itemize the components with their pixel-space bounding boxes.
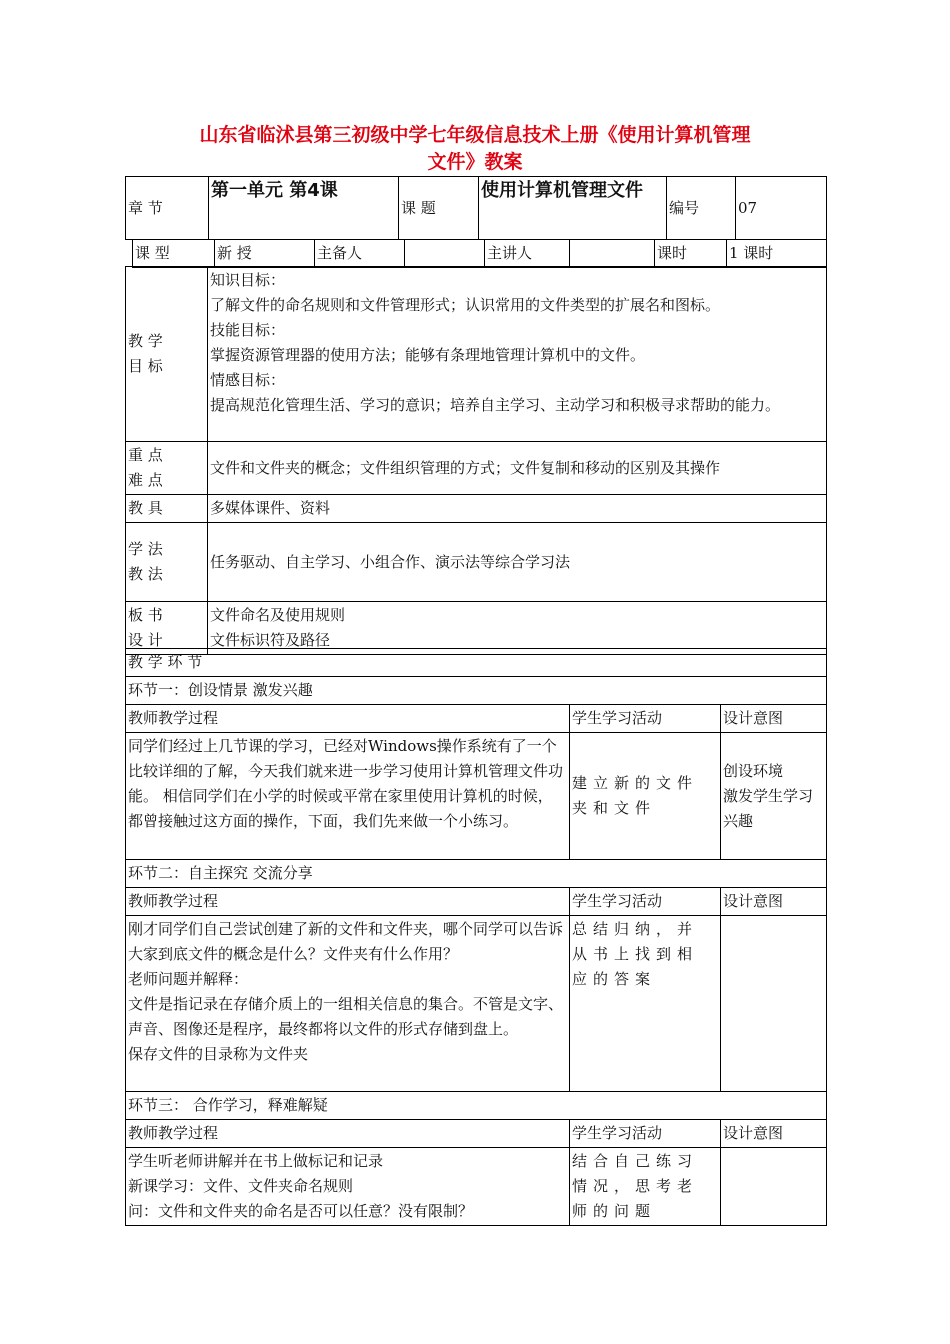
title-line-1: 山东省临沭县第三初级中学七年级信息技术上册《使用计算机管理 — [199, 124, 751, 146]
section-1-intent — [721, 733, 827, 860]
teacher-process-header: 教师教学过程 — [126, 888, 570, 916]
header-table — [125, 176, 827, 240]
board-line: 文件标识符及路径 — [210, 631, 331, 649]
lesson-info-table — [125, 266, 827, 655]
section-3-student: 结合自己练习情况，思考老师的问题 — [570, 1148, 721, 1226]
topic-label: 课 题 — [399, 177, 479, 240]
preparer-value — [405, 240, 485, 268]
preparer-label: 主备人 — [315, 240, 405, 268]
speaker-value — [570, 240, 655, 268]
speaker-label: 主讲人 — [485, 240, 570, 268]
goals-label — [126, 267, 208, 442]
board-line: 文件命名及使用规则 — [210, 606, 346, 624]
section-2-intent — [721, 916, 827, 1092]
goals-content — [208, 267, 827, 442]
student-activity-header: 学生学习活动 — [570, 888, 721, 916]
teacher-line: 刚才同学们自己尝试创建了新的文件和文件夹，哪个同学可以告诉大家到底文件的概念是什么？文件夹有什么作用？ — [128, 920, 564, 963]
type-label: 课 型 — [133, 240, 215, 268]
goal-line: 知识目标： — [210, 271, 286, 289]
goal-line: 技能目标： — [210, 321, 286, 339]
type-value: 新 授 — [215, 240, 315, 268]
phases-table — [125, 648, 827, 1226]
chapter-value: 第一单元 第4课 — [209, 177, 399, 240]
teacher-line: 保存文件的目录称为文件夹 — [128, 1045, 309, 1063]
key-label-line: 重 点 — [128, 446, 163, 464]
methods-label — [126, 523, 208, 602]
board-label — [126, 602, 208, 655]
goal-line: 情感目标： — [210, 371, 286, 389]
topic-value: 使用计算机管理文件 — [479, 177, 667, 240]
section-1-title: 环节一：创设情景 激发兴趣 — [126, 677, 827, 705]
title-line-2: 文件》教案 — [427, 151, 523, 173]
goal-line: 掌握资源管理器的使用方法；能够有条理地管理计算机中的文件。 — [210, 346, 646, 364]
section-3-title: 环节三： 合作学习，释难解疑 — [126, 1092, 827, 1120]
key-label — [126, 442, 208, 495]
teacher-process-header: 教师教学过程 — [126, 1120, 570, 1148]
design-intent-header: 设计意图 — [721, 888, 827, 916]
goal-line: 提高规范化管理生活、学习的意识；培养自主学习、主动学习和积极寻求帮助的能力。 — [210, 396, 781, 414]
tools-label: 教 具 — [126, 495, 208, 523]
section-2-student: 总结归纳，并从书上找到相应的答案 — [570, 916, 721, 1092]
methods-label-line: 学 法 — [128, 540, 163, 558]
design-intent-header: 设计意图 — [721, 705, 827, 733]
intent-line: 激发学生学习兴趣 — [723, 786, 814, 830]
document-title — [120, 122, 830, 176]
course-info-table — [132, 239, 827, 268]
teacher-line: 学生听老师讲解并在书上做标记和记录 — [128, 1152, 384, 1170]
tools-content: 多媒体课件、资料 — [208, 495, 827, 523]
section-1-teacher: 同学们经过上几节课的学习，已经对Windows操作系统有了一个比较详细的了解，今天我们就来进一步学习使用计算机管理文件功能。 相信同学们在小学的时候或平常在家里使用计算机的时候，都曾接触过这方面的操作，下面，我们先来做一个小练习。 — [126, 733, 570, 860]
number-label: 编号 — [667, 177, 736, 240]
section-2-title: 环节二：自主探究 交流分享 — [126, 860, 827, 888]
hours-value: 1 课时 — [727, 240, 827, 268]
teacher-line: 老师问题并解释： — [128, 970, 249, 988]
key-content: 文件和文件夹的概念；文件组织管理的方式；文件复制和移动的区别及其操作 — [208, 442, 827, 495]
key-label-line: 难 点 — [128, 471, 163, 489]
hours-label: 课时 — [655, 240, 727, 268]
intent-line: 创设环境 — [723, 761, 784, 780]
student-activity-header: 学生学习活动 — [570, 705, 721, 733]
teacher-line: 新课学习：文件、文件夹命名规则 — [128, 1177, 354, 1195]
goals-label-line: 目 标 — [128, 357, 163, 375]
board-content — [208, 602, 827, 655]
section-3-teacher — [126, 1148, 570, 1226]
section-2-teacher — [126, 916, 570, 1092]
board-label-line: 板 书 — [128, 606, 163, 624]
methods-content: 任务驱动、自主学习、小组合作、演示法等综合学习法 — [208, 523, 827, 602]
student-activity-header: 学生学习活动 — [570, 1120, 721, 1148]
methods-label-line: 教 法 — [128, 565, 163, 583]
section-1-student: 建立新的文件夹和文件 — [570, 733, 721, 860]
section-3-intent — [721, 1148, 827, 1226]
number-value: 07 — [736, 177, 827, 240]
design-intent-header: 设计意图 — [721, 1120, 827, 1148]
board-label-line: 设 计 — [128, 631, 163, 649]
teacher-process-header: 教师教学过程 — [126, 705, 570, 733]
teacher-line: 文件是指记录在存储介质上的一组相关信息的集合。不管是文字、声音、图像还是程序，最终都将以文件的形式存储到盘上。 — [128, 995, 564, 1038]
goal-line: 了解文件的命名规则和文件管理形式；认识常用的文件类型的扩展名和图标。 — [210, 296, 721, 314]
phases-title: 教 学 环 节 — [126, 649, 827, 677]
chapter-label: 章 节 — [126, 177, 209, 240]
goals-label-line: 教 学 — [128, 332, 163, 350]
teacher-line: 问：文件和文件夹的命名是否可以任意？没有限制？ — [128, 1202, 474, 1220]
